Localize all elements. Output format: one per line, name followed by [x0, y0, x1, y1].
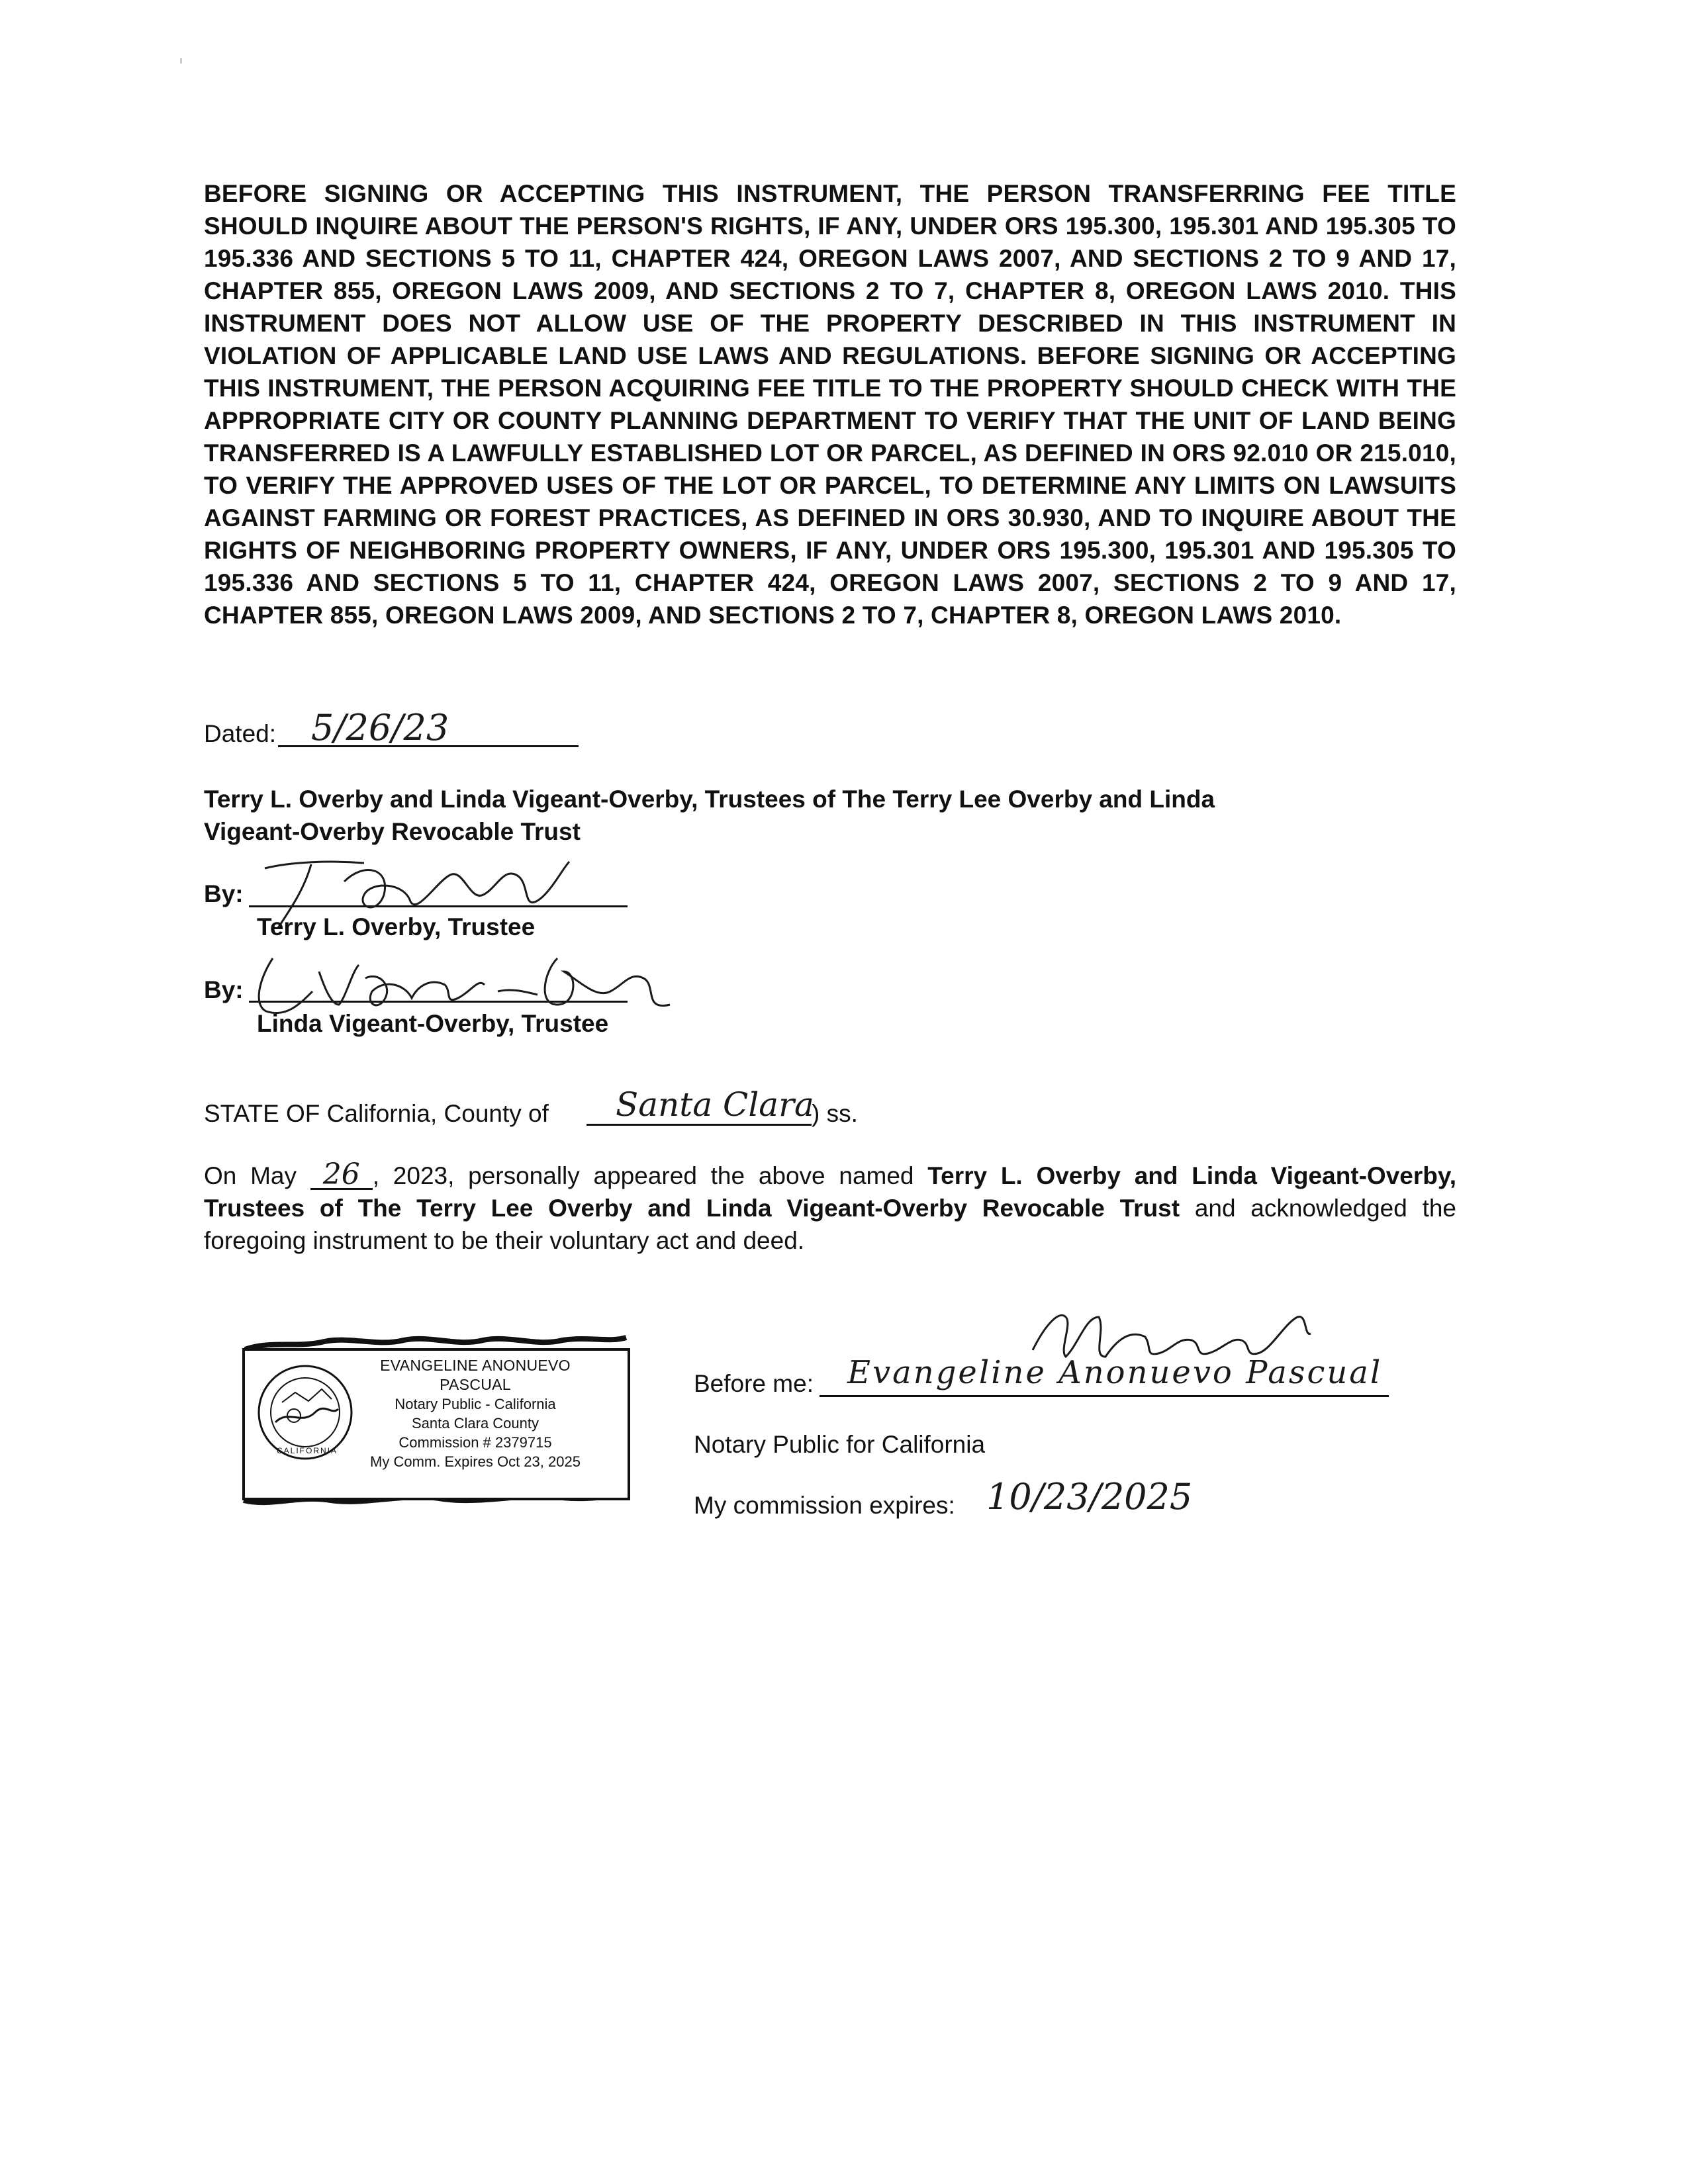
commission-expires-label: My commission expires:: [694, 1492, 955, 1519]
commission-expires-value: 10/23/2025: [986, 1476, 1193, 1518]
seal-text: CALIFORNIA: [277, 1446, 338, 1455]
land-use-warning: BEFORE SIGNING OR ACCEPTING THIS INSTRUMENT, THE PERSON TRANSFERRING FEE TITLE SHOULD INQUIRE ABOUT THE PERSON'S RIGHTS, IF ANY, UNDER ORS 195.300, 195.301 AND 195.305 TO 195.336 AND SECTIONS 5 TO 11, CHAPTER 424, OREGON LAWS 2007, AND SECTIONS 2 TO 9 AND 17, CHAPTER 855, OREGON LAWS 2009, AND SECTIONS 2 TO 7, CHAPTER 8, OREGON LAWS 2010. THIS INSTRUMENT DOES NOT ALLOW USE OF THE PROPERTY DESCRIBED IN THIS INSTRUMENT IN VIOLATION OF APPLICABLE LAND USE LAWS AND REGULATIONS. BEFORE SIGNING OR ACCEPTING THIS INSTRUMENT, THE PERSON ACQUIRING FEE TITLE TO THE PROPERTY SHOULD CHECK WITH THE APPROPRIATE CITY OR COUNTY PLANNING DEPARTMENT TO VERIFY THAT THE UNIT OF LAND BEING TRANSFERRED IS A LAWFULLY ESTABLISHED LOT OR PARCEL, AS DEFINED IN ORS 92.010 OR 215.010, TO VERIFY THE APPROVED USES OF THE LOT OR PARCEL, TO DETERMINE ANY LIMITS ON LAWSUITS AGAINST FARMING OR FOREST PRACTICES, AS DEFINED IN ORS 30.930, AND TO INQUIRE ABOUT THE RIGHTS OF NEIGHBORING PROPERTY OWNERS, IF ANY, UNDER ORS 195.300, 195.301 AND 195.305 TO 195.336 AND SECTIONS 5 TO 11, CHAPTER 424, OREGON LAWS 2007, SECTIONS 2 TO 9 AND 17, CHAPTER 855, OREGON LAWS 2009, AND SECTIONS 2 TO 7, CHAPTER 8, OREGON LAWS 2010.: [204, 180, 1456, 629]
notary-public-for: Notary Public for California: [694, 1431, 986, 1458]
trustees-heading-line1: Terry L. Overby and Linda Vigeant-Overby, Trustees of The Terry Lee Overby and Linda: [204, 786, 1215, 813]
ack-after-day: , 2023, personally appeared the above named: [372, 1162, 914, 1189]
venue-county: Santa Clara: [616, 1085, 814, 1124]
trustees-heading-line2: Vigeant-Overby Revocable Trust: [204, 818, 581, 845]
signer-2: Linda Vigeant-Overby, Trustee: [257, 1010, 609, 1037]
stamp-notary-name: EVANGELINE ANONUEVO PASCUAL: [380, 1357, 571, 1393]
before-me-label: Before me:: [694, 1370, 814, 1397]
notary-name-written: Evangeline Anonuevo Pascual: [847, 1354, 1383, 1391]
ack-day: 26: [322, 1158, 360, 1191]
ack-day-blank: [310, 1158, 373, 1191]
stamp-expires: My Comm. Expires Oct 23, 2025: [370, 1453, 581, 1470]
dated-label: Dated:: [204, 720, 277, 747]
ack-on: On May: [204, 1162, 297, 1189]
dated-value: 5/26/23: [311, 707, 449, 749]
stamp-commission: Commission # 2379715: [399, 1434, 552, 1451]
notary-stamp: [232, 1334, 637, 1508]
stamp-title: Notary Public - California: [395, 1396, 556, 1412]
acknowledgment-paragraph: [204, 1160, 1456, 1257]
ack-names: Terry L. Overby and Linda Vigeant-Overby, Trustees of The Terry Lee Overby and Linda Vigeant-Overby Revocable Trust: [204, 1162, 1456, 1222]
before-me-line: [820, 1395, 1389, 1397]
by-label-2: By:: [204, 976, 244, 1003]
county-line: [586, 1124, 812, 1126]
ack-closing: and acknowledged the foregoing instrument to be their voluntary act and deed.: [204, 1195, 1457, 1254]
scan-speck: [180, 58, 182, 64]
signer-1: Terry L. Overby, Trustee: [257, 913, 536, 940]
venue-prefix: STATE OF California, County of: [204, 1100, 549, 1127]
by-label-1: By:: [204, 880, 244, 907]
venue-suffix: ) ss.: [812, 1100, 858, 1127]
stamp-county: Santa Clara County: [412, 1415, 539, 1432]
stamp-text-block: [343, 1356, 608, 1471]
